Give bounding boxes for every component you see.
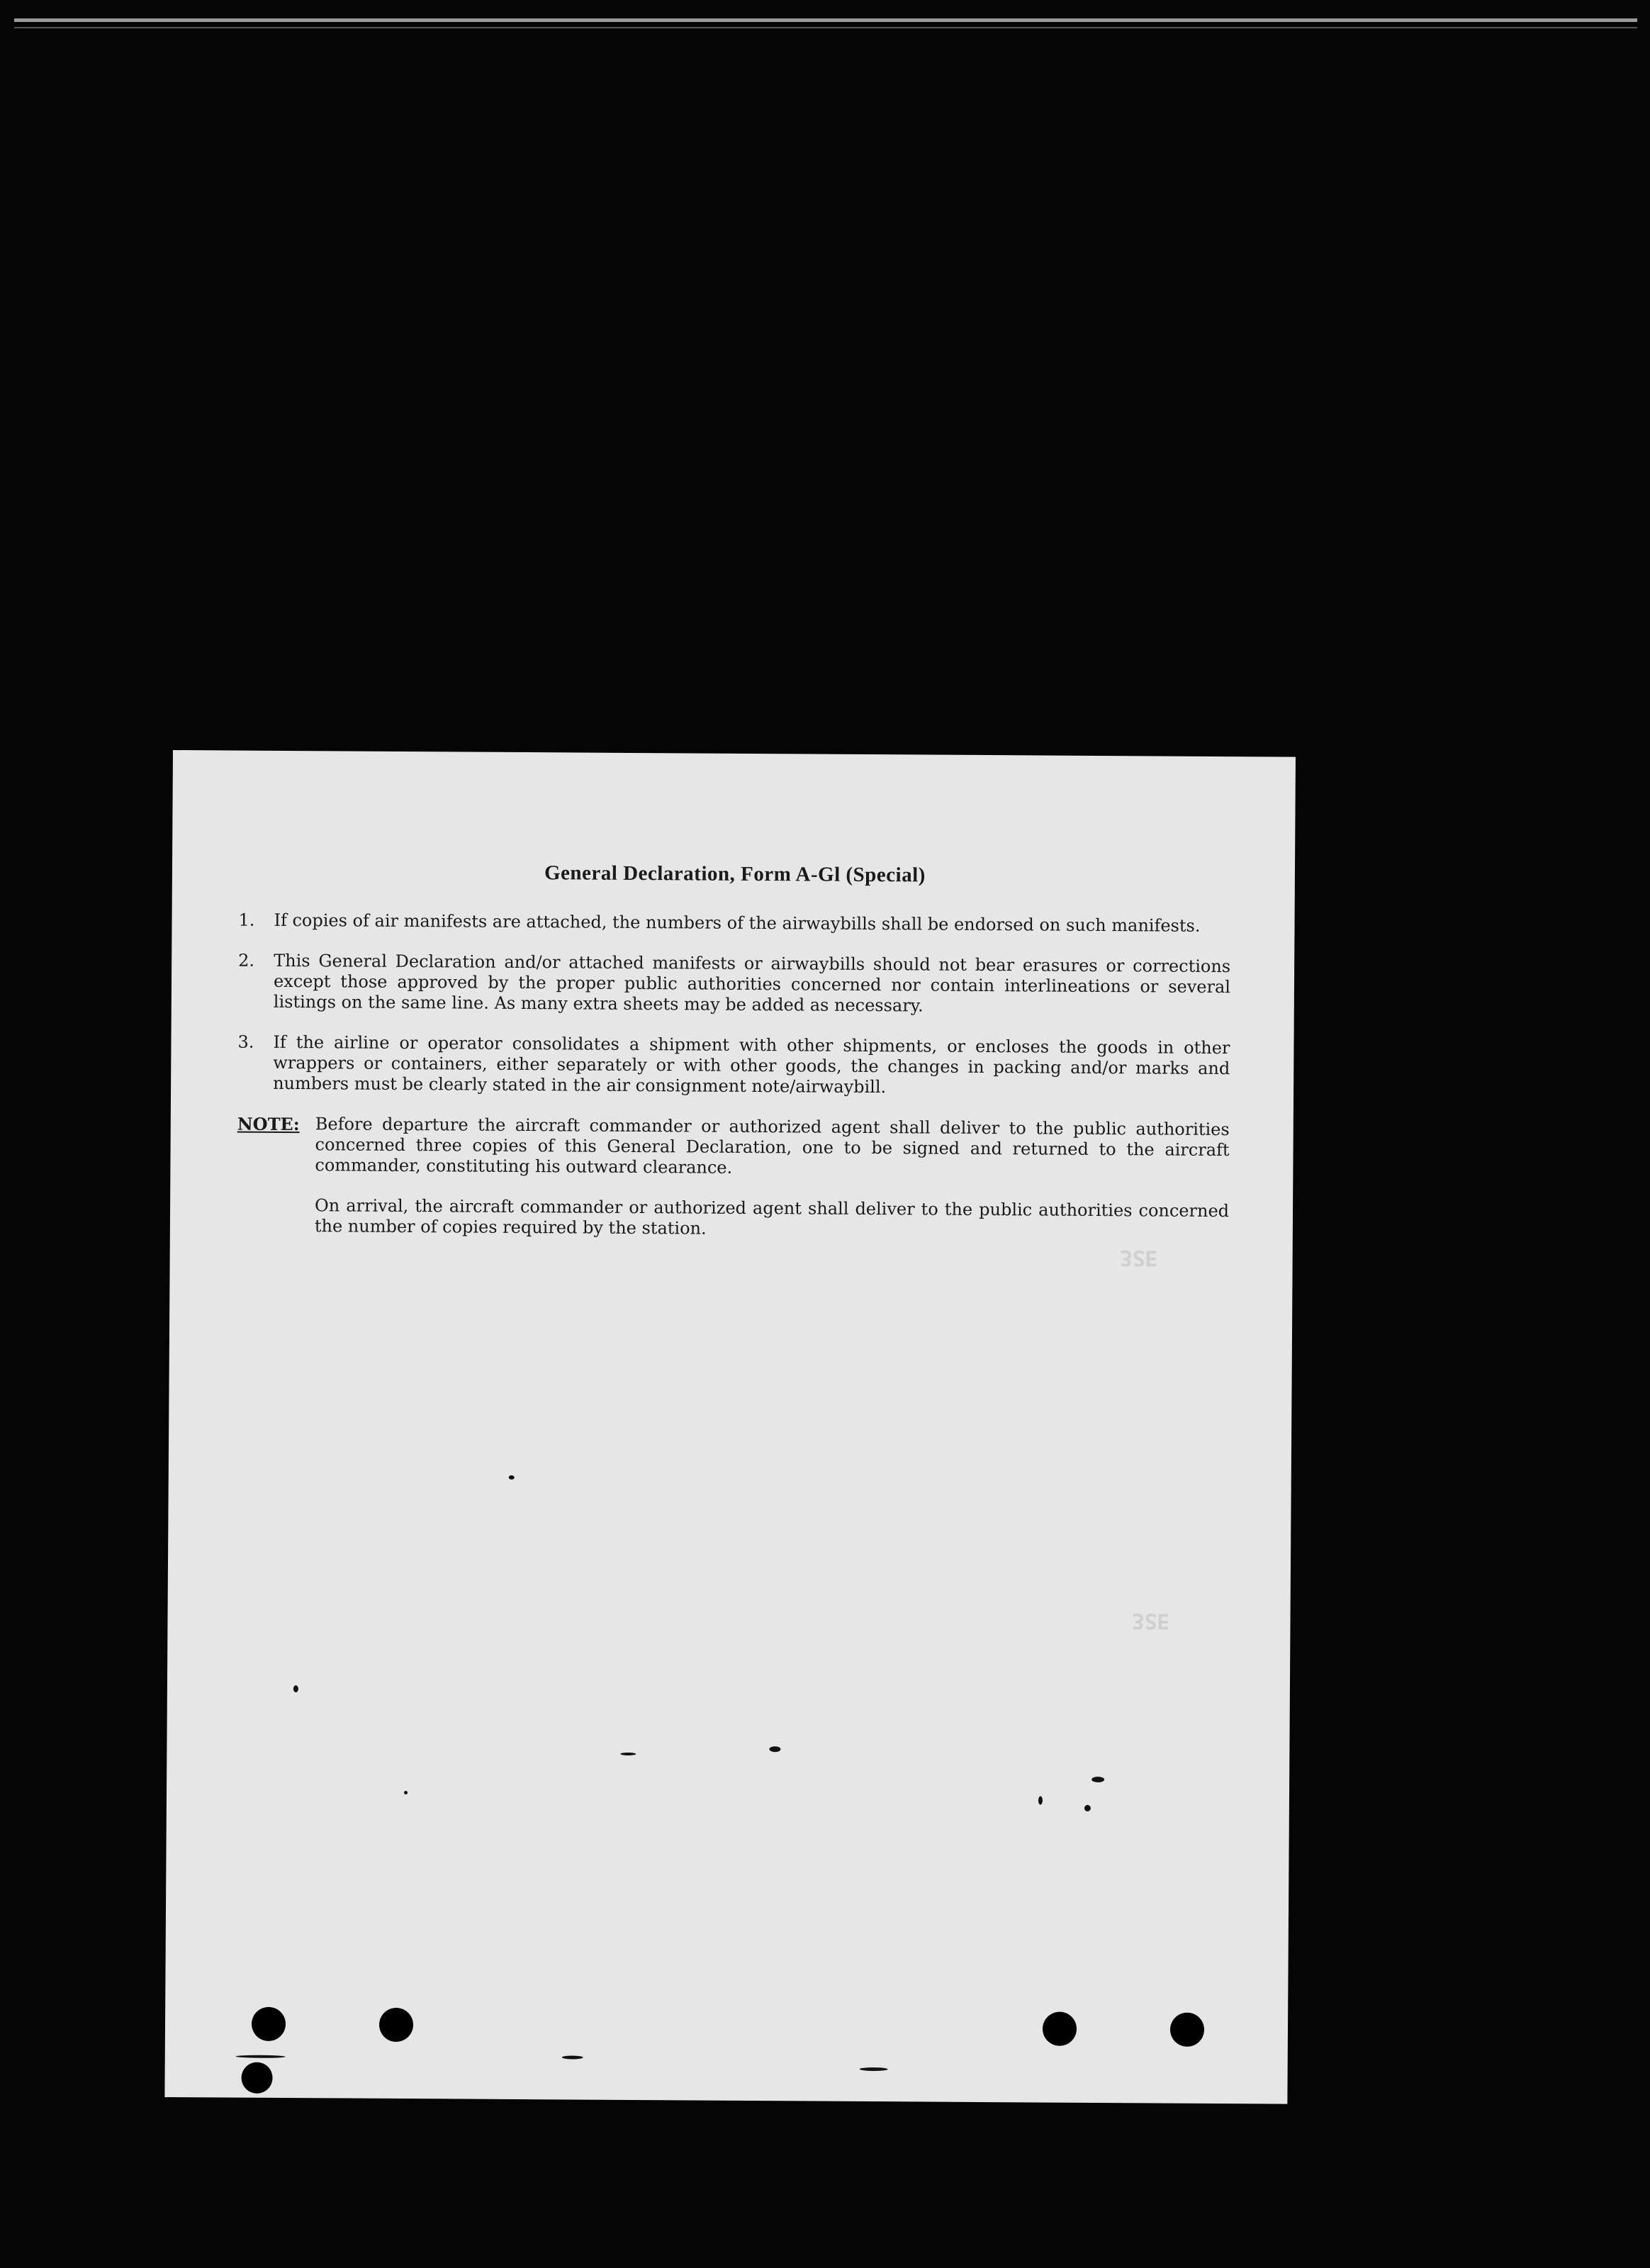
show-through-mark: ƎSƐ [1131, 1608, 1170, 1633]
speck [236, 2055, 286, 2058]
note-section [237, 1114, 1230, 1243]
item-text: If copies of air manifests are attached, the numbers of the airwaybills shall be endorsed on such manifests. [274, 910, 1201, 936]
note-label: NOTE: [237, 1113, 300, 1135]
show-through-mark: ƎSƐ [1119, 1245, 1158, 1270]
speck [1091, 1777, 1104, 1782]
speck [1038, 1796, 1043, 1804]
speck [1084, 1805, 1091, 1811]
item-text: If the airline or operator consolidates a shipment with other shipments, or encloses the goods in other wrappers or containers, either separately or with other goods, the changes in packing and/or marks and numbers must be clearly stated in the air consignment note/airwaybill. [273, 1032, 1230, 1097]
punch-hole [252, 2007, 286, 2041]
document-title: General Declaration, Form A-Gl (Special) [544, 861, 926, 887]
item-number: 3. [237, 1032, 254, 1052]
speck [860, 2067, 888, 2071]
speck [769, 1746, 780, 1752]
list-item [237, 1032, 1230, 1100]
document-page [164, 750, 1296, 2104]
speck [293, 1685, 298, 1692]
speck [404, 1791, 408, 1794]
speck [509, 1475, 515, 1480]
punch-hole [379, 2008, 413, 2042]
punch-hole [241, 2062, 272, 2094]
document-body [237, 861, 1231, 1263]
item-number: 1. [238, 910, 255, 930]
item-text: This General Declaration and/or attached manifests or airwaybills should not bear erasures or corrections except those approved by the proper public authorities concerned nor contain interlineations or several listings on the same line. As many extra sheets may be added as necessary. [273, 950, 1231, 1016]
speck [562, 2055, 583, 2059]
item-number: 2. [238, 950, 255, 971]
note-paragraph-arrival: On arrival, the aircraft commander or authorized agent shall deliver to the public authorities concerned the number of copies required by the station. [314, 1195, 1230, 1239]
punch-hole [1170, 2013, 1204, 2047]
scan-border-top [14, 18, 1637, 22]
punch-hole [1043, 2012, 1077, 2046]
note-paragraph-departure: Before departure the aircraft commander or authorized agent shall deliver to the public authorities concerned three copies of this General Declaration, one to be signed and returned to the aircraft commander, constituting his outward clearance. [315, 1114, 1230, 1178]
list-item [238, 951, 1231, 1019]
scan-border-top-thin [14, 27, 1637, 28]
speck [620, 1753, 636, 1755]
list-item [238, 910, 1230, 937]
